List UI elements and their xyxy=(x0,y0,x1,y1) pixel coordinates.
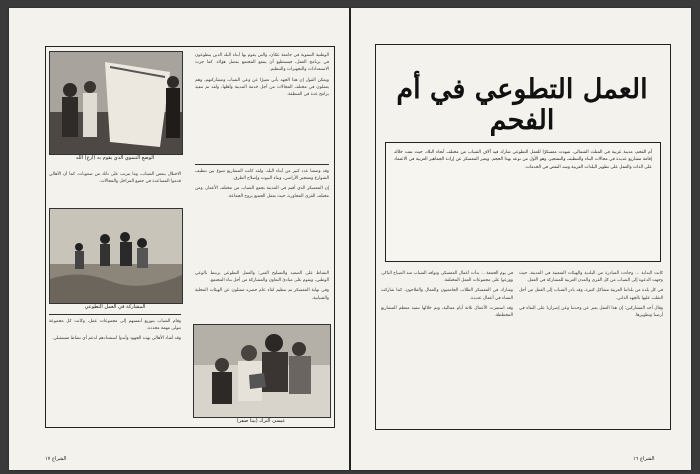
page-folio: الشراع ١٧ xyxy=(45,456,67,462)
paragraph: في يوم الجمعة ... بدأت أعمال المعسكر، وتوافد الشباب منذ الصباح الباكر، ووزعوا على مجموعات العمل المختلفة. xyxy=(381,271,513,284)
paragraph: وفي نهاية المعسكر تم تنظيم لقاء عام حضره ممثلون عن الهيئات المحلية والشبابية. xyxy=(195,288,329,301)
photo-children-portrait xyxy=(193,324,331,418)
paragraph: وقام الشباب بتوزيع أنفسهم إلى مجموعات عمل، وكانت كل مجموعة تتولى مهمة محددة. xyxy=(49,319,181,332)
paragraph: الاحتلال ببعض الشباب، وما يترتب على ذلك من صعوبات، كما أن الأهالي قدموا المساعدة في جميع المراحل والمجالات. xyxy=(49,172,181,185)
paragraph: وقد وضعنا عدد كبير من أبناء البلد، ولقد كانت المشاريع تتنوع بين تنظيف الشوارع وتشجير الأراضي، وبناء البيوت وإصلاح الطرق. xyxy=(195,169,329,182)
column-divider xyxy=(49,314,181,315)
page-folio: الشراع ١٦ xyxy=(633,456,655,462)
caption-photo-top: الوضع التنموي الذي يقوم به (ارع) الله xyxy=(75,155,155,161)
left-col-left-top xyxy=(49,171,181,205)
caption-photo-bottom: عيسى الترك (بيتا صفر) xyxy=(236,418,286,424)
paragraph: وقد استمرت الأعمال ثلاثة أيام متتالية، وتم خلالها تنفيذ معظم المشاريع المخططة. xyxy=(381,305,513,319)
paragraph: وشارك في المعسكر الطلاب الجامعيون والعمال والفلاحون، كما شاركت النساء في أعمال عديدة. xyxy=(381,288,513,301)
right-col-right xyxy=(519,270,663,422)
paragraph: إن المعسكر الذي أقيم في المدينة يجمع الشباب من مختلف الأعمار، ومن مختلف القرى المجاورة، حيث يعمل الجميع بروح الجماعة. xyxy=(195,186,329,199)
left-col-right-bottom xyxy=(195,270,329,320)
paragraph: الوطنية التنموية في جامعة عمّان، والتي يقوم بها أبناء البلد الذين يتطوعون في برنامج العمل، فيستطيع أن ينتفع المجتمع بفضل هؤلاء. كما جرت الاستعدادات والتجهيزات والتنظيم. xyxy=(195,53,329,73)
paragraph: ويمكن القول إن هذا الجهد يأتي تعبيرًا عن وعي الشباب ومشاركتهم، وهم يعملون في مختلف المجالات من أجل خدمة المدينة وأهلها، ولقد تم تنفيذ برامج عدة في المنطقة. xyxy=(195,77,329,98)
right-col-left xyxy=(381,270,513,422)
caption-photo-middle: المشاركة في العمل التطوعي xyxy=(84,304,146,310)
article-title: العمل التطوعي في أم الفحم xyxy=(396,74,648,136)
column-divider xyxy=(195,164,329,165)
paragraph: النشاط على الصعيد والتسليح الفني: والعمل التطوعي يرتبط بالوعي الوطني، ويقوم على مبادئ التعاون والمشاركة من أجل بناء المجتمع. xyxy=(195,271,329,284)
paragraph: وقد أشاد الأهالي بهذه الجهود وأبدوا استعدادهم لدعم أي نشاط مستقبلي. xyxy=(51,336,181,342)
left-col-right-middle xyxy=(195,168,329,268)
photo-volunteers-digging xyxy=(49,208,183,304)
left-col-right-top xyxy=(195,52,329,160)
paragraph: وقال أحد المشاركين: إن هذا العمل يعبر عن وحدتنا وعن إصرارنا على البقاء في أرضنا وتطويرها. xyxy=(519,305,663,319)
left-page xyxy=(9,8,349,470)
paragraph: في كل بلدة من بلداتنا العربية مشاكل كثيرة، وقد بادر الشباب إلى العمل من أجل التغلب عليها بالجهد الذاتي. xyxy=(519,288,663,301)
paragraph: كانت البداية ... وجاءت المبادرة من البلدية والهيئات الشعبية في المدينة، حيث وجهت الدعوة إلى الشباب من كل القرى والمدن العربية للمشاركة في العمل. xyxy=(519,271,663,284)
intro-text: أم الفحم، مدينة عربية في المثلث الشمالي، شهدت معسكرًا للعمل التطوعي شارك فيه آلاف الشباب من مختلف أنحاء البلاد، حيث تمت خلاله إقامة مشاريع عديدة في مجالات البناء والتنظيف والتشجير، وهو الأول من نوعه بهذا الحجم. ويعبر المعسكر عن إرادة الجماهير العربية في الاعتماد على الذات والعمل على تطوير البلدات العربية وسد النقص في الخدمات. xyxy=(394,150,652,170)
photo-volunteers-flag xyxy=(49,51,183,155)
intro-box xyxy=(385,142,661,262)
left-col-left-bottom xyxy=(49,318,181,422)
right-page xyxy=(351,8,691,470)
